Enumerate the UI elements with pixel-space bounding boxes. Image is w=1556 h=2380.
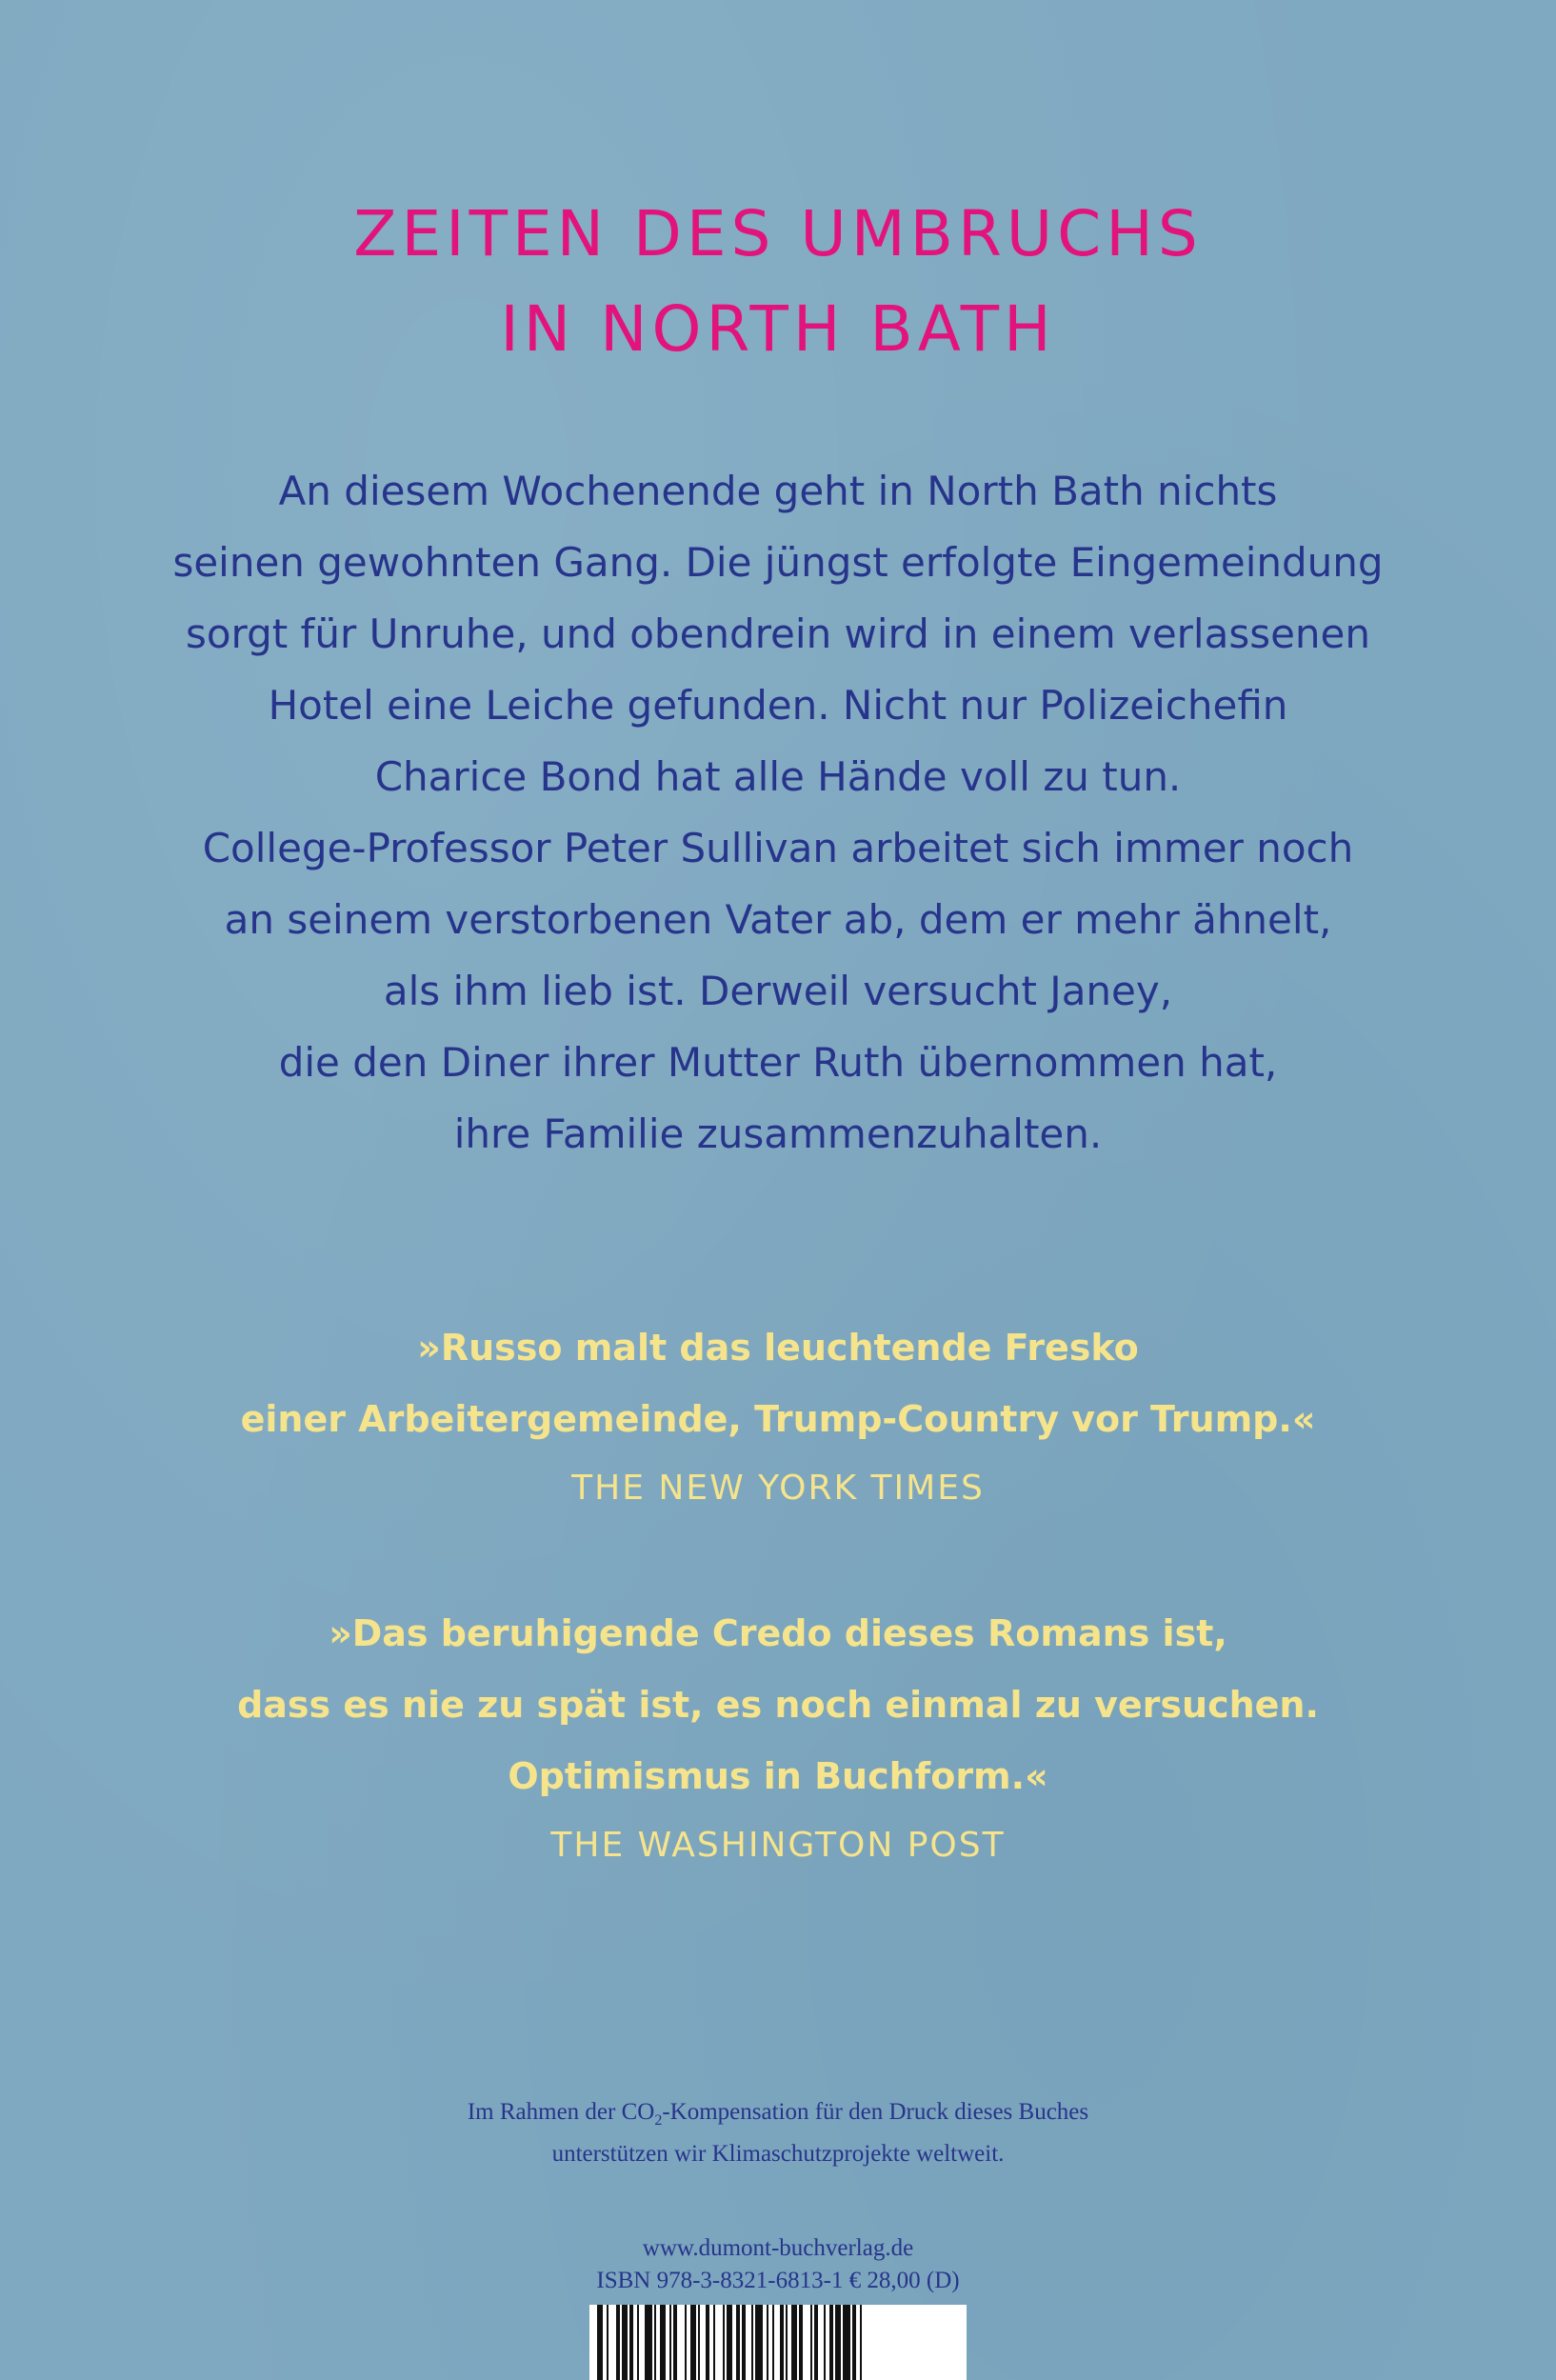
quote-line: Optimismus in Buchform.« [508,1755,1048,1797]
climate-text-after: -Kompensation für den Druck dieses Buches [662,2099,1089,2125]
barcode-bar [645,2305,652,2380]
barcode-graphic [589,2305,967,2380]
blurb-line: an seinem verstorbenen Vater ab, dem er mehr ähnelt, [224,896,1332,943]
isbn-price: ISBN 978-3-8321-6813-1 € 28,00 (D) [596,2268,960,2293]
barcode-bar [780,2305,784,2380]
barcode-bar [629,2305,633,2380]
barcode-bar [727,2305,732,2380]
publisher-website: www.dumont-buchverlag.de [642,2235,914,2261]
blurb [0,455,1556,1170]
barcode-bar [597,2305,603,2380]
headline-line-2: IN NORTH BATH [500,292,1056,366]
barcode-bar [860,2305,862,2380]
barcode-bar [622,2305,628,2380]
imprint [0,2232,1556,2297]
blurb-line: die den Diner ihrer Mutter Ruth übernommen hat, [278,1039,1278,1086]
barcode-bar [751,2305,753,2380]
co2-subscript: 2 [654,2112,663,2129]
barcode-icon [589,2305,967,2380]
barcode-bar [607,2305,608,2380]
blurb-line: An diesem Wochenende geht in North Bath nichts [278,468,1278,514]
quote-line: dass es nie zu spät ist, es noch einmal zu versuchen. [237,1684,1319,1726]
quote-source: THE NEW YORK TIMES [571,1469,985,1508]
barcode-bar [706,2305,709,2380]
barcode-bar [698,2305,700,2380]
blurb-line: Charice Bond hat alle Hände voll zu tun. [374,753,1182,800]
barcode-bar [786,2305,788,2380]
quote-line: »Russo malt das leuchtende Fresko [417,1327,1139,1369]
barcode-bar [767,2305,768,2380]
barcode-bar [616,2305,620,2380]
barcode-bar [824,2305,826,2380]
barcode-bar [799,2305,803,2380]
barcode-bar [772,2305,774,2380]
barcode-bar [755,2305,763,2380]
barcode-bar [791,2305,797,2380]
blurb-line: ihre Familie zusammenzuhalten. [453,1110,1103,1157]
barcode-bar [852,2305,856,2380]
barcode-bar [685,2305,687,2380]
headline [0,187,1556,377]
barcode-bar [713,2305,715,2380]
barcode-bar [843,2305,850,2380]
quote-line: »Das beruhigende Credo dieses Romans ist, [329,1612,1227,1654]
quote-line: einer Arbeitergemeinde, Trump-Country vor Trump.« [240,1398,1316,1440]
headline-line-1: ZEITEN DES UMBRUCHS [353,197,1203,270]
barcode-bar [723,2305,725,2380]
barcode-bar [673,2305,677,2380]
barcode-bar [742,2305,746,2380]
quote-nyt [0,1312,1556,1522]
climate-note-line-2: unterstützen wir Klimaschutzprojekte weltweit. [551,2141,1005,2167]
barcode-bar [654,2305,656,2380]
barcode-bar [810,2305,812,2380]
barcode-bar [829,2305,833,2380]
blurb-line: College-Professor Peter Sullivan arbeitet sich immer noch [202,825,1354,871]
quote-washington-post [0,1598,1556,1879]
blurb-line: seinen gewohnten Gang. Die jüngst erfolgte Eingemeindung [172,539,1384,586]
quote-source: THE WASHINGTON POST [550,1826,1006,1865]
climate-note [0,2095,1556,2170]
barcode-bar [637,2305,639,2380]
blurb-line: sorgt für Unruhe, und obendrein wird in einem verlassenen [185,610,1371,657]
blurb-line: Hotel eine Leiche gefunden. Nicht nur Polizeichefin [268,682,1288,729]
barcode-bar [814,2305,818,2380]
barcode-bar [660,2305,666,2380]
barcode-bar [690,2305,696,2380]
blurb-line: als ihm lieb ist. Derweil versucht Janey, [383,968,1173,1014]
barcode-bar [669,2305,671,2380]
climate-text-before: Im Rahmen der CO [467,2099,655,2125]
climate-note-line-1 [0,2095,1556,2137]
barcode-bar [736,2305,740,2380]
barcode-bar [835,2305,841,2380]
